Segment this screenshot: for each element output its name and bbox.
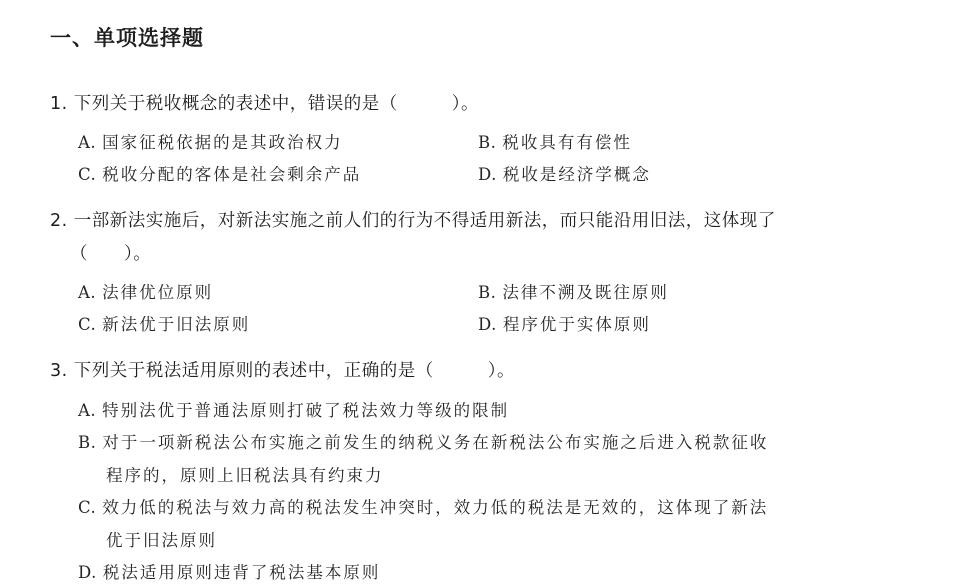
option-letter: B. (478, 133, 497, 152)
option-letter: A. (78, 133, 97, 152)
q3-option-d (78, 559, 380, 583)
q3-option-b-cont: 程序的，原则上旧税法具有约束力 (106, 466, 384, 485)
question-text: 一部新法实施后，对新法实施之前人们的行为不得适用新法，而只能沿用旧法，这体现了 (73, 211, 776, 231)
section-title: 一、单项选择题 (50, 26, 204, 50)
option-text: 程序优于实体原则 (502, 315, 651, 334)
question-text: 下列关于税法适用原则的表述中，正确的是（ ）。 (73, 361, 516, 381)
option-text: 法律优位原则 (102, 283, 214, 302)
option-letter: B. (78, 433, 97, 452)
q1-option-d (478, 161, 651, 185)
question-number: 1. (50, 94, 68, 114)
option-text: 税收分配的客体是社会剩余产品 (102, 165, 362, 184)
option-letter: C. (78, 165, 97, 184)
option-text: 税收具有有偿性 (502, 133, 632, 152)
option-letter: C. (78, 498, 97, 517)
question-2-stem (50, 207, 776, 232)
option-text: 税收是经济学概念 (502, 165, 651, 184)
option-letter: A. (78, 283, 97, 302)
option-letter: D. (478, 315, 497, 334)
option-text: 特别法优于普通法原则打破了税法效力等级的限制 (102, 401, 510, 420)
option-text: 效力低的税法与效力高的税法发生冲突时，效力低的税法是无效的，这体现了新法 (102, 498, 769, 517)
question-2-stem-cont: （ ）。 (70, 244, 152, 264)
q1-option-b (478, 129, 632, 153)
option-text: 法律不溯及既往原则 (502, 283, 669, 302)
option-text: 对于一项新税法公布实施之前发生的纳税义务在新税法公布实施之后进入税款征收 (102, 433, 769, 452)
q1-option-a (78, 129, 343, 153)
q3-option-b (78, 429, 768, 453)
q1-option-c (78, 161, 361, 185)
option-text: 国家征税依据的是其政治权力 (102, 133, 343, 152)
question-number: 2. (50, 211, 68, 231)
option-text: 新法优于旧法原则 (102, 315, 251, 334)
option-letter: D. (478, 165, 497, 184)
question-number: 3. (50, 361, 68, 381)
q3-option-c (78, 494, 768, 518)
question-1-stem (50, 90, 479, 115)
question-text: 下列关于税收概念的表述中，错误的是（ ）。 (73, 94, 480, 114)
q2-option-d (478, 311, 651, 335)
option-letter: B. (478, 283, 497, 302)
option-letter: D. (78, 563, 97, 582)
option-text: 税法适用原则违背了税法基本原则 (102, 563, 381, 582)
option-letter: A. (78, 401, 97, 420)
q3-option-c-cont: 优于旧法原则 (106, 531, 217, 550)
option-letter: C. (78, 315, 97, 334)
question-3-stem (50, 357, 515, 382)
q2-option-b (478, 279, 669, 303)
q2-option-c (78, 311, 250, 335)
q3-option-a (78, 397, 509, 421)
q2-option-a (78, 279, 213, 303)
